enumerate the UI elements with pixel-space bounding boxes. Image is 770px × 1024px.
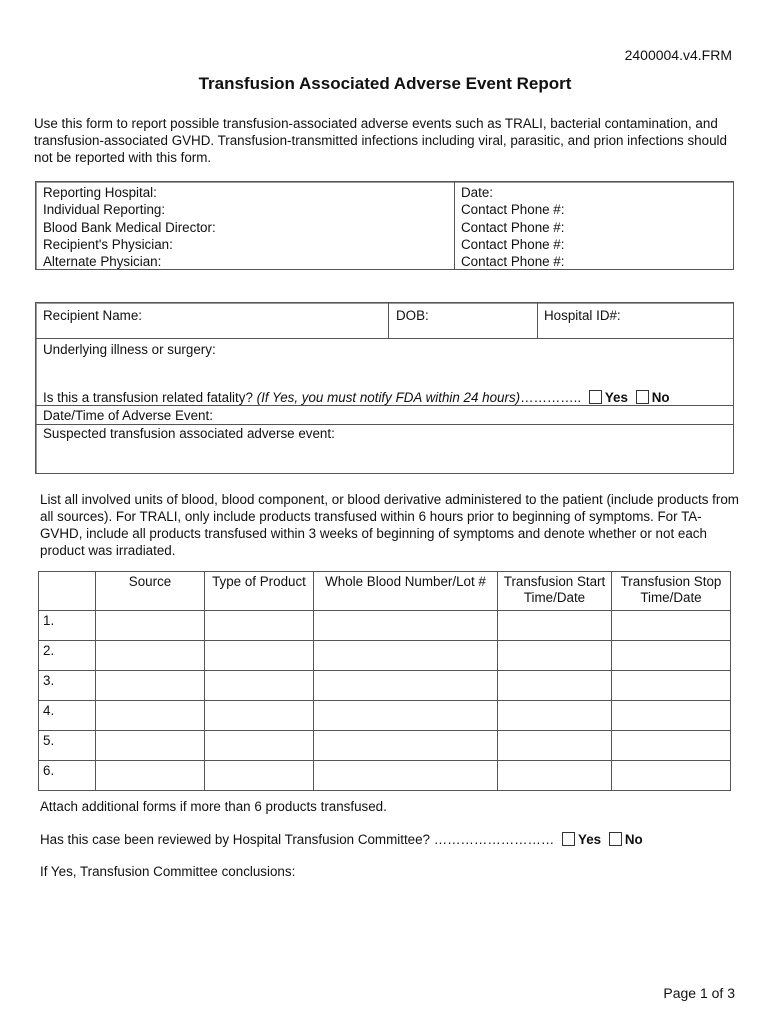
fatality-dots: ………….. bbox=[520, 390, 582, 405]
row-number-header bbox=[39, 572, 96, 611]
recipient-name-field[interactable]: Recipient Name: bbox=[43, 308, 142, 323]
lot-cell[interactable] bbox=[314, 761, 498, 791]
form-id: 2400004.v4.FRM bbox=[624, 47, 732, 63]
table-row bbox=[39, 731, 731, 761]
type-cell[interactable] bbox=[205, 611, 314, 641]
type-of-product-header: Type of Product bbox=[205, 572, 314, 611]
review-yes-checkbox[interactable] bbox=[562, 832, 575, 846]
stop-cell[interactable] bbox=[612, 701, 731, 731]
fatality-no-checkbox[interactable] bbox=[636, 390, 649, 404]
review-no-label: No bbox=[624, 832, 643, 847]
type-cell[interactable] bbox=[205, 641, 314, 671]
date-label[interactable]: Date: bbox=[461, 185, 494, 200]
row-number: 3. bbox=[39, 671, 96, 701]
fatality-yes-checkbox[interactable] bbox=[589, 390, 602, 404]
attach-note: Attach additional forms if more than 6 products transfused. bbox=[40, 799, 387, 814]
stop-cell[interactable] bbox=[612, 731, 731, 761]
type-cell[interactable] bbox=[205, 701, 314, 731]
page-title: Transfusion Associated Adverse Event Report bbox=[198, 74, 572, 93]
table-row bbox=[39, 641, 731, 671]
contacts-box bbox=[35, 181, 734, 270]
fatality-yes-label: Yes bbox=[604, 390, 628, 405]
table-row bbox=[39, 761, 731, 791]
committee-conclusions-field[interactable]: If Yes, Transfusion Committee conclusions: bbox=[40, 864, 296, 879]
lot-cell[interactable] bbox=[314, 671, 498, 701]
fatality-question: Is this a transfusion related fatality? bbox=[43, 390, 253, 405]
contacts-right-column bbox=[461, 184, 564, 270]
start-cell[interactable] bbox=[498, 611, 612, 641]
start-cell[interactable] bbox=[498, 731, 612, 761]
review-no-checkbox[interactable] bbox=[609, 832, 622, 846]
fatality-no-label: No bbox=[651, 390, 670, 405]
hospital-id-field[interactable]: Hospital ID#: bbox=[544, 308, 621, 323]
start-cell[interactable] bbox=[498, 701, 612, 731]
recipient-box bbox=[35, 302, 734, 474]
type-cell[interactable] bbox=[205, 671, 314, 701]
recipient-physician-label[interactable]: Recipient's Physician: bbox=[43, 236, 173, 252]
contact-phone-label[interactable]: Contact Phone #: bbox=[461, 219, 565, 235]
source-header: Source bbox=[96, 572, 205, 611]
type-cell[interactable] bbox=[205, 761, 314, 791]
review-yes-label: Yes bbox=[578, 832, 602, 847]
contact-phone-label[interactable]: Contact Phone #: bbox=[461, 254, 565, 270]
products-instructions: List all involved units of blood, blood component, or blood derivative administered to the patient (include products from all sources). For TRALI, only include products transfused within 6 hours prior to beginning of symptoms. For TA-GVHD, include all products transfused within 3 weeks of beginning of symptoms and denote whether or not each product was irradiated. bbox=[40, 492, 739, 558]
stop-cell[interactable] bbox=[612, 671, 731, 701]
adverse-event-datetime-field[interactable]: Date/Time of Adverse Event: bbox=[43, 408, 213, 423]
blood-bank-director-label[interactable]: Blood Bank Medical Director: bbox=[43, 219, 216, 235]
alternate-physician-label[interactable]: Alternate Physician: bbox=[43, 254, 162, 270]
table-row bbox=[39, 701, 731, 731]
start-cell[interactable] bbox=[498, 671, 612, 701]
start-time-header: Transfusion Start Time/Date bbox=[498, 572, 612, 611]
lot-cell[interactable] bbox=[314, 731, 498, 761]
source-cell[interactable] bbox=[96, 731, 205, 761]
committee-review-row bbox=[40, 832, 643, 847]
contact-phone-label[interactable]: Contact Phone #: bbox=[461, 202, 565, 218]
stop-cell[interactable] bbox=[612, 761, 731, 791]
source-cell[interactable] bbox=[96, 671, 205, 701]
underlying-illness-field[interactable]: Underlying illness or surgery: bbox=[43, 342, 216, 357]
source-cell[interactable] bbox=[96, 701, 205, 731]
source-cell[interactable] bbox=[96, 761, 205, 791]
stop-cell[interactable] bbox=[612, 611, 731, 641]
type-cell[interactable] bbox=[205, 731, 314, 761]
row-number: 2. bbox=[39, 641, 96, 671]
intro-text: Use this form to report possible transfusion-associated adverse events such as TRALI, bacterial contamination, and transfusion-associated GVHD. Transfusion-transmitted infections including viral, parasitic, and prion infections should not be reported with this form. bbox=[34, 116, 727, 165]
products-table bbox=[38, 571, 731, 791]
contact-phone-label[interactable]: Contact Phone #: bbox=[461, 236, 565, 252]
lot-cell[interactable] bbox=[314, 611, 498, 641]
table-row bbox=[39, 671, 731, 701]
reporting-hospital-label[interactable]: Reporting Hospital: bbox=[43, 185, 157, 200]
table-row bbox=[39, 611, 731, 641]
lot-number-header: Whole Blood Number/Lot # bbox=[314, 572, 498, 611]
individual-reporting-label[interactable]: Individual Reporting: bbox=[43, 202, 166, 218]
source-cell[interactable] bbox=[96, 641, 205, 671]
committee-review-dots: ……………………… bbox=[433, 832, 555, 847]
stop-cell[interactable] bbox=[612, 641, 731, 671]
contacts-left-column bbox=[43, 184, 216, 270]
row-number: 5. bbox=[39, 731, 96, 761]
lot-cell[interactable] bbox=[314, 701, 498, 731]
row-number: 6. bbox=[39, 761, 96, 791]
stop-time-header: Transfusion Stop Time/Date bbox=[612, 572, 731, 611]
start-cell[interactable] bbox=[498, 641, 612, 671]
dob-field[interactable]: DOB: bbox=[396, 308, 429, 323]
start-cell[interactable] bbox=[498, 761, 612, 791]
lot-cell[interactable] bbox=[314, 641, 498, 671]
page-number: Page 1 of 3 bbox=[663, 985, 735, 1001]
row-number: 1. bbox=[39, 611, 96, 641]
committee-review-question: Has this case been reviewed by Hospital Transfusion Committee? bbox=[40, 832, 431, 847]
products-table-header bbox=[39, 572, 731, 611]
row-number: 4. bbox=[39, 701, 96, 731]
fatality-note: (If Yes, you must notify FDA within 24 hours) bbox=[256, 390, 521, 405]
fatality-question-row bbox=[43, 389, 670, 406]
suspected-event-field[interactable]: Suspected transfusion associated adverse event: bbox=[43, 426, 335, 441]
source-cell[interactable] bbox=[96, 611, 205, 641]
